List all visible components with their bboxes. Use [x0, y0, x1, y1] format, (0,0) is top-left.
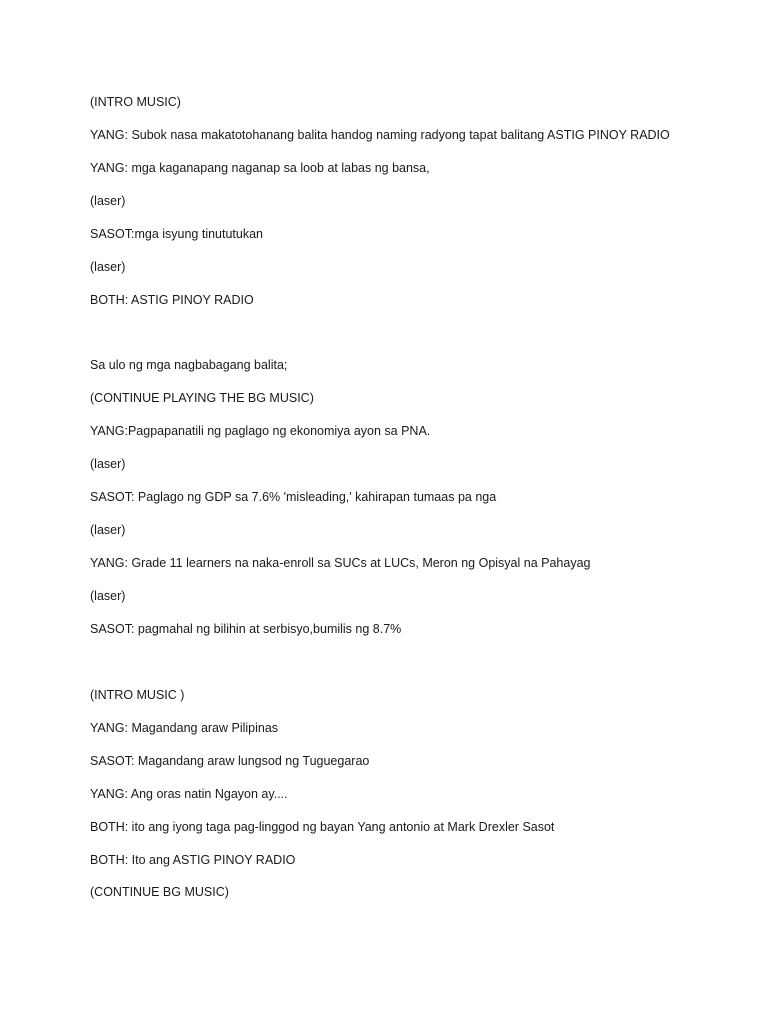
script-line: SASOT: pagmahal ng bilihin at serbisyo,bumilis ng 8.7%	[90, 622, 402, 636]
script-line: (laser)	[90, 260, 126, 274]
script-line: YANG:Pagpapanatili ng paglago ng ekonomiya ayon sa PNA.	[90, 424, 431, 438]
script-line: BOTH: Ito ang ASTIG PINOY RADIO	[90, 853, 296, 867]
script-line: YANG: Grade 11 learners na naka-enroll sa SUCs at LUCs, Meron ng Opisyal na Pahayag	[90, 556, 591, 570]
script-line: YANG: mga kaganapang naganap sa loob at labas ng bansa,	[90, 161, 430, 175]
script-line: (laser)	[90, 589, 126, 603]
script-line: YANG: Magandang araw Pilipinas	[90, 721, 279, 735]
script-line: YANG: Ang oras natin Ngayon ay....	[90, 787, 288, 801]
script-line: BOTH: ito ang iyong taga pag-linggod ng bayan Yang antonio at Mark Drexler Sasot	[90, 820, 555, 834]
script-line: (INTRO MUSIC )	[90, 688, 185, 702]
script-line: (CONTINUE PLAYING THE BG MUSIC)	[90, 391, 314, 405]
script-line: YANG: Subok nasa makatotohanang balita handog naming radyong tapat balitang ASTIG PINOY RADIO	[90, 128, 670, 142]
script-line: BOTH: ASTIG PINOY RADIO	[90, 293, 254, 307]
script-line: (laser)	[90, 523, 126, 537]
script-line: (laser)	[90, 457, 126, 471]
script-line: (laser)	[90, 194, 126, 208]
script-line: SASOT: Paglago ng GDP sa 7.6% 'misleading,' kahirapan tumaas pa nga	[90, 490, 497, 504]
script-line: Sa ulo ng mga nagbabagang balita;	[90, 358, 288, 372]
script-line: (CONTINUE BG MUSIC)	[90, 885, 229, 899]
script-line: SASOT:mga isyung tinututukan	[90, 227, 264, 241]
script-line: (INTRO MUSIC)	[90, 95, 181, 109]
script-line: SASOT: Magandang araw lungsod ng Tuguegarao	[90, 754, 370, 768]
